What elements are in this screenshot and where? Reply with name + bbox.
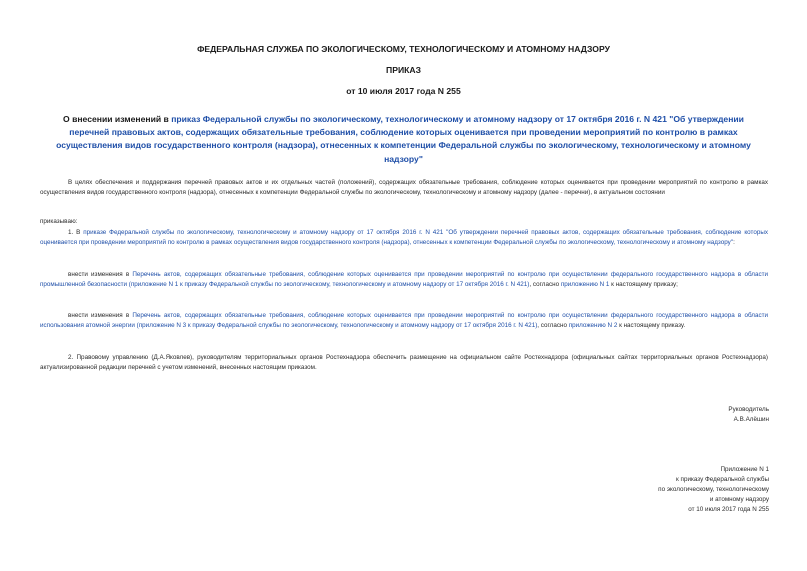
change-1-paragraph bbox=[40, 270, 768, 290]
change-1-prefix: внести изменения в bbox=[68, 271, 133, 278]
change-2-paragraph bbox=[40, 311, 768, 331]
signature-block bbox=[728, 405, 769, 425]
change-2-prefix: внести изменения в bbox=[68, 312, 133, 319]
appendix-line-4: и атомному надзору bbox=[709, 496, 769, 504]
item-2-paragraph: 2. Правовому управлению (Д.А.Яковлев), руководителям территориальных органов Ростехнадзора обеспечить размещение на официальном сайте Ростехнадзора (официальных сайтах территориальных органов Ростехнадзора) актуализированной редакции перечней с учетом изменений, внесенных настоящим приказом. bbox=[40, 354, 768, 372]
agency-heading: ФЕДЕРАЛЬНАЯ СЛУЖБА ПО ЭКОЛОГИЧЕСКОМУ, ТЕХНОЛОГИЧЕСКОМУ И АТОМНОМУ НАДЗОРУ bbox=[197, 44, 610, 54]
item-1-suffix: : bbox=[733, 239, 735, 247]
change-2-list-link[interactable]: Перечень актов, содержащих обязательные требования, соблюдение которых оценивается при проведении мероприятий по контролю при осуществлении федерального государственного надзора в области использования атомной энергии (приложение N 3 к приказу Федеральной службы по экологическому, технологическому и атомному надзору от 17 октября 2016 г. N 421) bbox=[40, 312, 768, 330]
appendix-line-2: к приказу Федеральной службы bbox=[676, 476, 769, 484]
appendix-line-1: Приложение N 1 bbox=[720, 466, 769, 473]
appendix-line-3: по экологическому, технологическому bbox=[658, 486, 769, 494]
change-2-mid: , согласно bbox=[537, 322, 569, 330]
signature-name: А.В.Алёшин bbox=[733, 416, 769, 424]
change-1-list-link[interactable]: Перечень актов, содержащих обязательные требования, соблюдение которых оценивается при проведении мероприятий по контролю при осуществлении федерального государственного надзора в области промышленной безопасности (приложение N 1 к приказу Федеральной службы по экологическому, технологическому и атомному надзору от 17 октября 2016 г. N 421) bbox=[40, 271, 768, 289]
item-1-paragraph bbox=[40, 228, 768, 248]
signature-position: Руководитель bbox=[728, 406, 769, 413]
appendix-block bbox=[658, 465, 769, 515]
document-title bbox=[46, 113, 761, 166]
appendix-line-5: от 10 июля 2017 года N 255 bbox=[688, 506, 769, 514]
appendix-1-link[interactable]: приложению N 1 bbox=[560, 281, 610, 289]
change-1-mid: , согласно bbox=[529, 281, 561, 289]
preamble-paragraph: В целях обеспечения и поддержания перечней правовых актов и их отдельных частей (положений), содержащих обязательные требования, соблюдение которых оценивается при проведении мероприятий по контролю в рамках осуществления видов государственного контроля (надзора), отнесенных к компетенции Федеральной службы по экологическому, технологическому и атомному надзору (далее - перечни), в актуальном состоянии bbox=[40, 179, 768, 197]
item-1-order-link[interactable]: приказе Федеральной службы по экологическому, технологическому и атомному надзору от 17 октября 2016 г. N 421 "Об утверждении перечней правовых актов, содержащих обязательные требования, соблюдение которых оценивается при проведении мероприятий по контролю в рамках осуществления видов государственного контроля (надзора), отнесенных к компетенции Федеральной службы по экологическому, технологическому и атомному надзору" bbox=[40, 229, 768, 247]
order-word: приказываю: bbox=[40, 218, 78, 225]
doc-type-heading: ПРИКАЗ bbox=[386, 65, 421, 75]
doc-date-number: от 10 июля 2017 года N 255 bbox=[346, 86, 461, 96]
item-1-number: 1. В bbox=[68, 229, 84, 236]
appendix-2-link[interactable]: приложению N 2 bbox=[568, 322, 618, 330]
change-1-end: к настоящему приказу; bbox=[609, 281, 678, 289]
change-2-end: к настоящему приказу. bbox=[617, 322, 686, 330]
title-prefix: О внесении изменений в bbox=[63, 114, 172, 124]
title-order-link[interactable]: приказ Федеральной службы по экологическому, технологическому и атомному надзору от 17 октября 2016 г. N 421 "Об утверждении перечней правовых актов, содержащих обязательные требования, соблюдение которых оценивается при проведении мероприятий по контролю в рамках осуществления видов государственного контроля (надзора), отнесенных к компетенции Федеральной службы по экологическому, технологическому и атомному надзору" bbox=[56, 114, 751, 164]
